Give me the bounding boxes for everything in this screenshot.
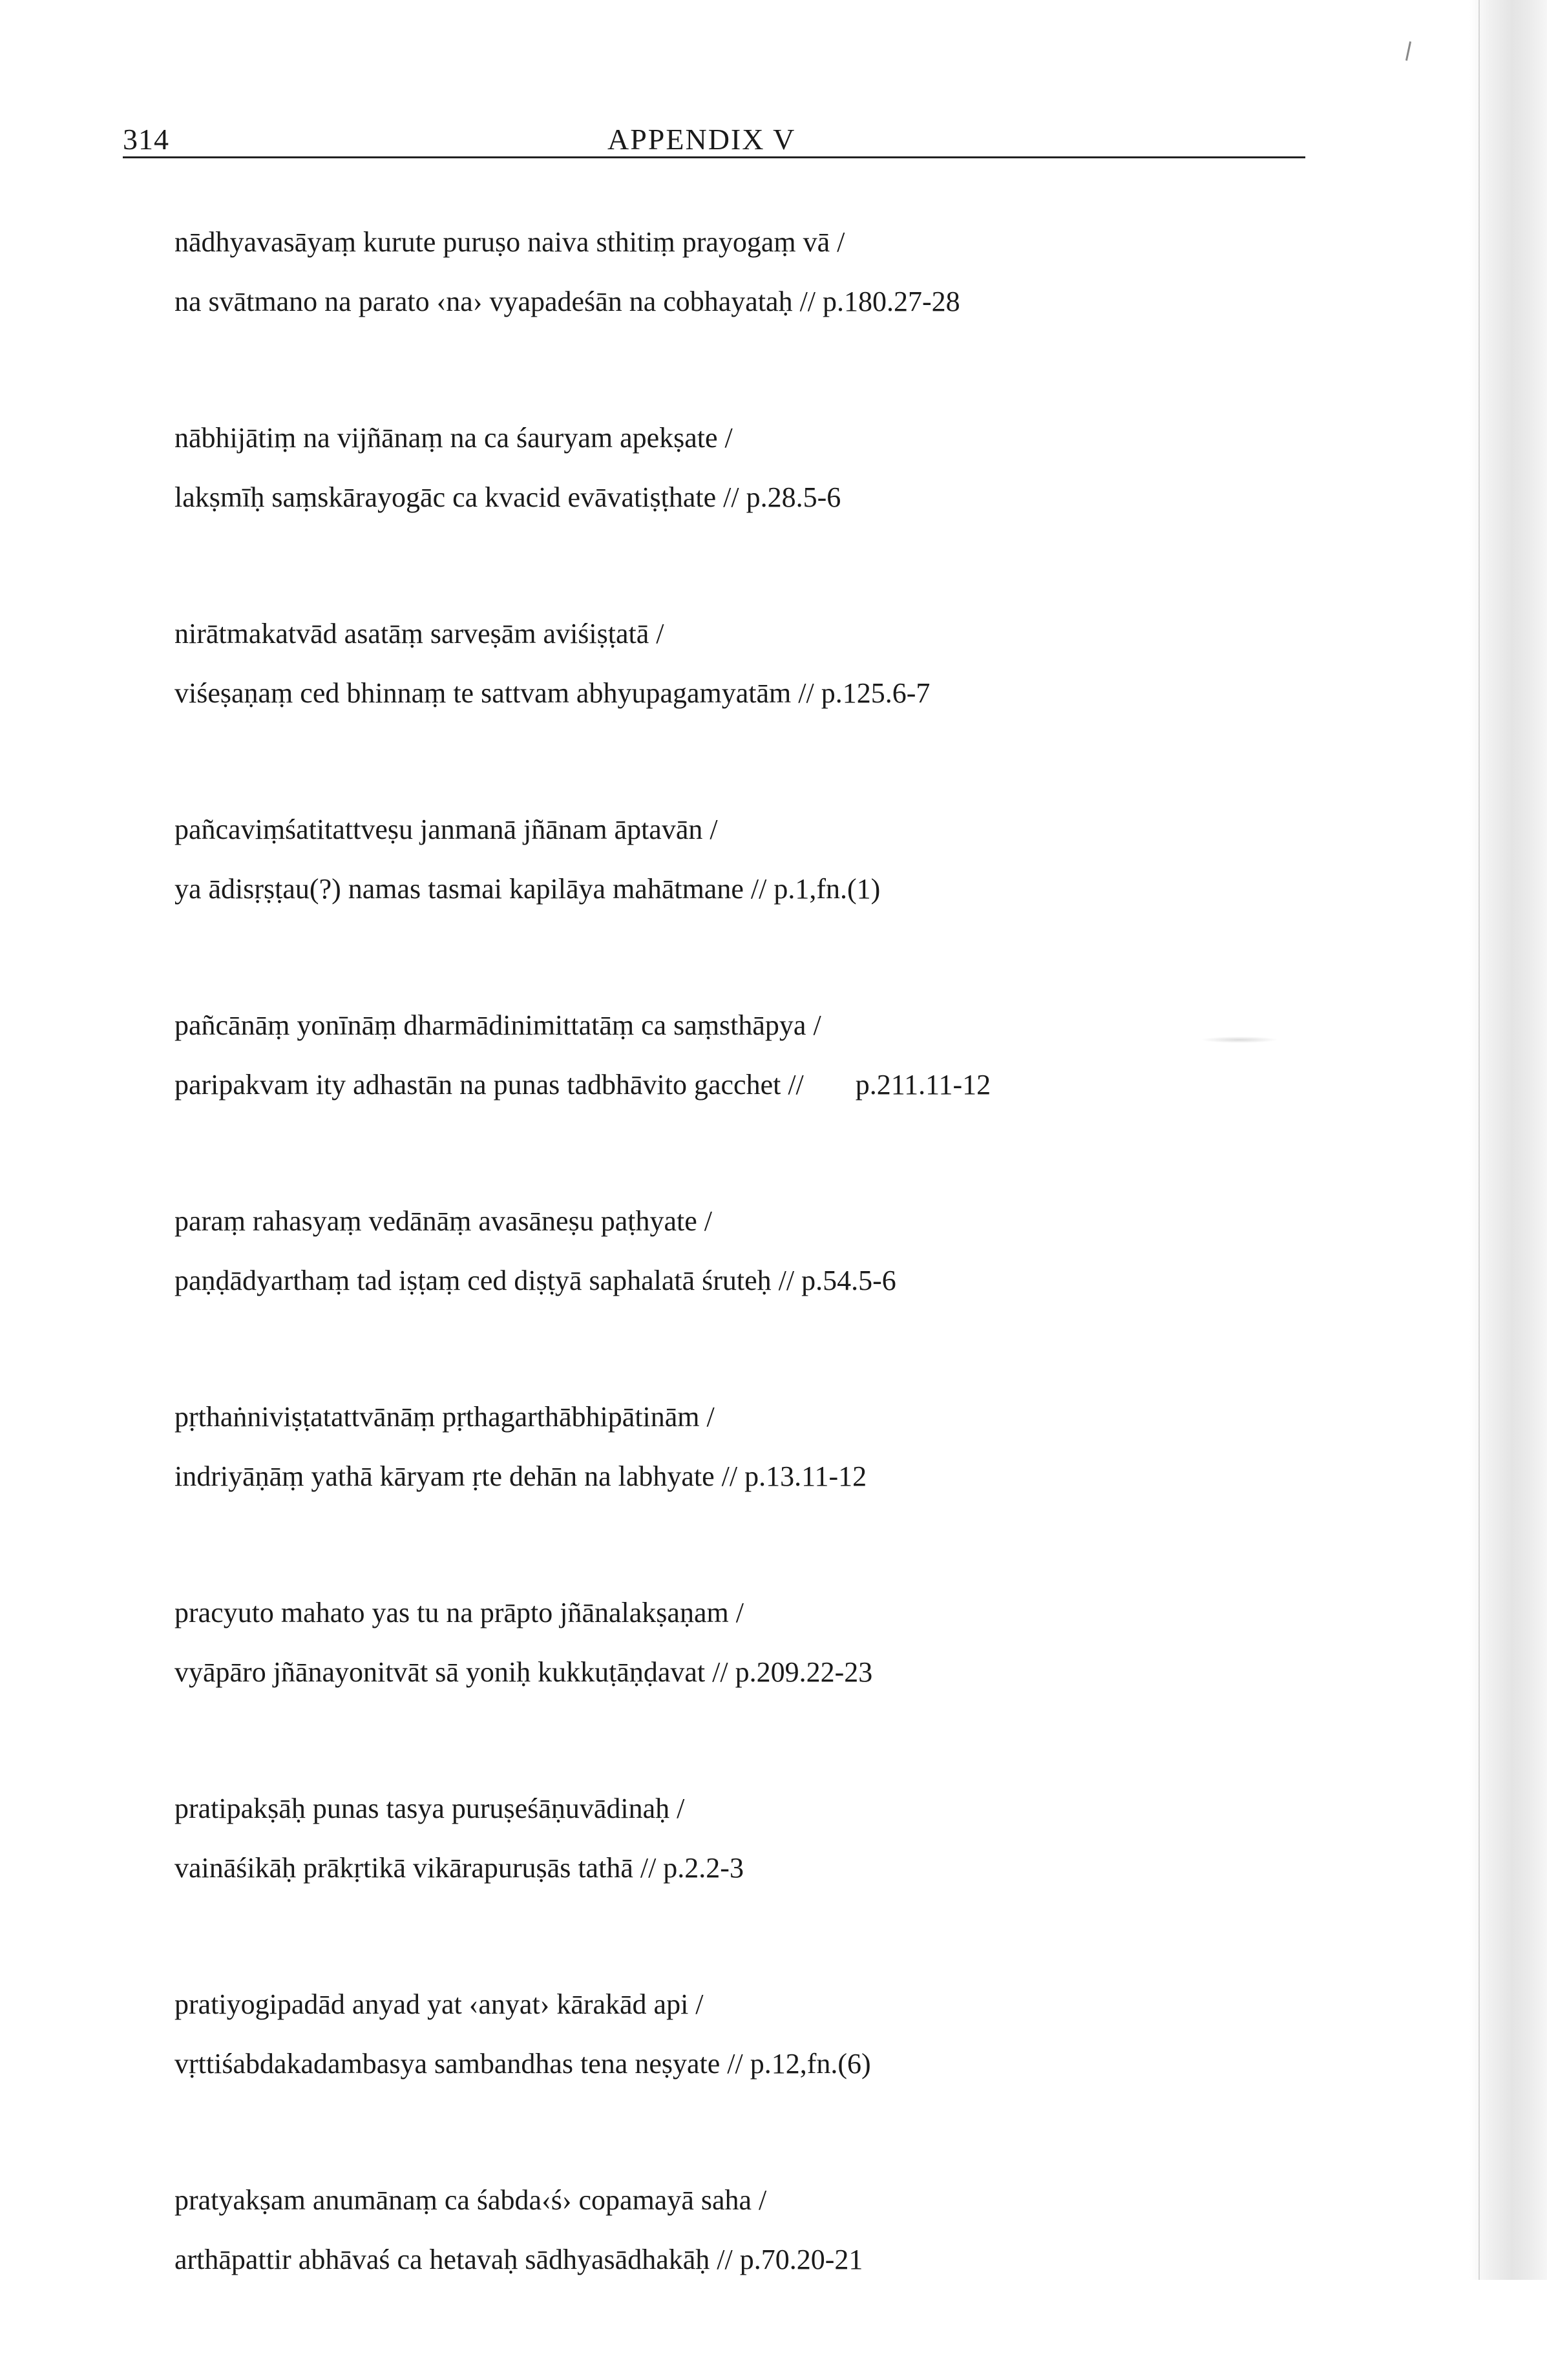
page-reference: p.211.11-12 (855, 1069, 991, 1100)
verse-list (174, 226, 1273, 2380)
page-reference: p.13.11-12 (744, 1460, 867, 1492)
verse-text: viśeṣaṇaṃ ced bhinnaṃ te sattvam abhyupagamyatām // (174, 677, 814, 709)
verse-line-2 (174, 1265, 1273, 1297)
verse-9 (174, 1793, 1273, 1988)
verse-2 (174, 422, 1273, 618)
verse-7 (174, 1401, 1273, 1597)
verse-line-2 (174, 1852, 1273, 1884)
verse-line-2 (174, 286, 1273, 318)
page-reference: p.12,fn.(6) (750, 2048, 871, 2080)
verse-text: nirātmakatvād asatāṃ sarveṣām aviśiṣṭatā / (174, 618, 664, 649)
verse-text: paṇḍādyarthaṃ tad iṣṭaṃ ced diṣṭyā saphalatā śruteḥ // (174, 1265, 795, 1296)
verse-3 (174, 618, 1273, 814)
verse-text: na svātmano na parato ‹na› vyapadeśān na cobhayataḥ // (174, 286, 816, 317)
page-header (123, 120, 1312, 162)
running-head: APPENDIX V (607, 123, 796, 156)
verse-line-2 (174, 2048, 1273, 2080)
verse-text: arthāpattir abhāvaś ca hetavaḥ sādhyasādhakāḥ // (174, 2244, 733, 2275)
verse-text: indriyāṇāṃ yathā kāryam ṛte dehān na labhyate // (174, 1460, 738, 1492)
verse-line-1 (174, 1597, 1273, 1629)
verse-text: nādhyavasāyaṃ kurute puruṣo naiva sthitiṃ prayogaṃ vā / (174, 226, 845, 258)
page-reference: p.180.27-28 (823, 286, 960, 317)
verse-text: lakṣmīḥ saṃskārayogāc ca kvacid evāvatiṣṭhate // (174, 481, 739, 513)
verse-line-2 (174, 1069, 1273, 1101)
page-reference: p.54.5-6 (801, 1265, 896, 1296)
verse-10 (174, 1988, 1273, 2184)
page-reference: p.2.2-3 (663, 1852, 744, 1884)
verse-text: pratiyogipadād anyad yat ‹anyat› kārakād api / (174, 1988, 704, 2020)
verse-4 (174, 814, 1273, 1009)
verse-line-1 (174, 1988, 1273, 2021)
verse-line-1 (174, 1205, 1273, 1237)
verse-text: paraṃ rahasyaṃ vedānāṃ avasāneṣu paṭhyate / (174, 1205, 712, 1237)
verse-line-1 (174, 618, 1273, 650)
verse-text: pratyakṣam anumānaṃ ca śabda‹ś› copamayā saha / (174, 2184, 767, 2216)
verse-text: vaināśikāḥ prākṛtikā vikārapuruṣās tathā // (174, 1852, 657, 1884)
page-reference: p.209.22-23 (735, 1656, 873, 1688)
verse-line-2 (174, 677, 1273, 710)
verse-text: pṛthaṅniviṣṭatattvānāṃ pṛthagarthābhipātinām / (174, 1401, 715, 1433)
verse-line-1 (174, 226, 1273, 258)
verse-line-2 (174, 481, 1273, 514)
verse-text: pañcānāṃ yonīnāṃ dharmādinimittatāṃ ca saṃsthāpya / (174, 1009, 821, 1041)
verse-text: vyāpāro jñānayonitvāt sā yoniḥ kukkuṭāṇḍavat // (174, 1656, 728, 1688)
verse-line-1 (174, 814, 1273, 846)
page-reference: p.28.5-6 (746, 481, 841, 513)
verse-8 (174, 1597, 1273, 1793)
verse-1 (174, 226, 1273, 422)
page-number: 314 (123, 123, 169, 156)
page-edge-line (1479, 0, 1480, 2280)
verse-5 (174, 1009, 1273, 1205)
verse-text: ya ādisṛṣṭau(?) namas tasmai kapilāya mahātmane // (174, 873, 767, 905)
page-reference: p.125.6-7 (821, 677, 931, 709)
verse-11 (174, 2184, 1273, 2380)
verse-text: paripakvam ity adhastān na punas tadbhāvito gacchet // (174, 1069, 804, 1100)
scanned-page-edge (1469, 0, 1547, 2280)
verse-text: pañcaviṃśatitattveṣu janmanā jñānam āptavān / (174, 814, 718, 845)
page-reference: p.1,fn.(1) (774, 873, 881, 905)
stray-pen-mark (1405, 41, 1411, 61)
verse-line-1 (174, 1009, 1273, 1042)
header-rule (123, 156, 1305, 158)
verse-line-2 (174, 1460, 1273, 1493)
verse-6 (174, 1205, 1273, 1401)
page-reference: p.70.20-21 (739, 2244, 863, 2275)
verse-line-1 (174, 2184, 1273, 2217)
verse-line-2 (174, 1656, 1273, 1689)
verse-line-1 (174, 422, 1273, 454)
verse-line-1 (174, 1401, 1273, 1433)
verse-text: vṛttiśabdakadambasya sambandhas tena neṣyate // (174, 2048, 743, 2080)
verse-text: pracyuto mahato yas tu na prāpto jñānalakṣaṇam / (174, 1597, 744, 1628)
verse-line-2 (174, 873, 1273, 905)
verse-text: nābhijātiṃ na vijñānaṃ na ca śauryam apekṣate / (174, 422, 733, 454)
verse-line-2 (174, 2244, 1273, 2276)
verse-line-1 (174, 1793, 1273, 1825)
verse-text: pratipakṣāḥ punas tasya puruṣeśāṇuvādinaḥ / (174, 1793, 685, 1824)
